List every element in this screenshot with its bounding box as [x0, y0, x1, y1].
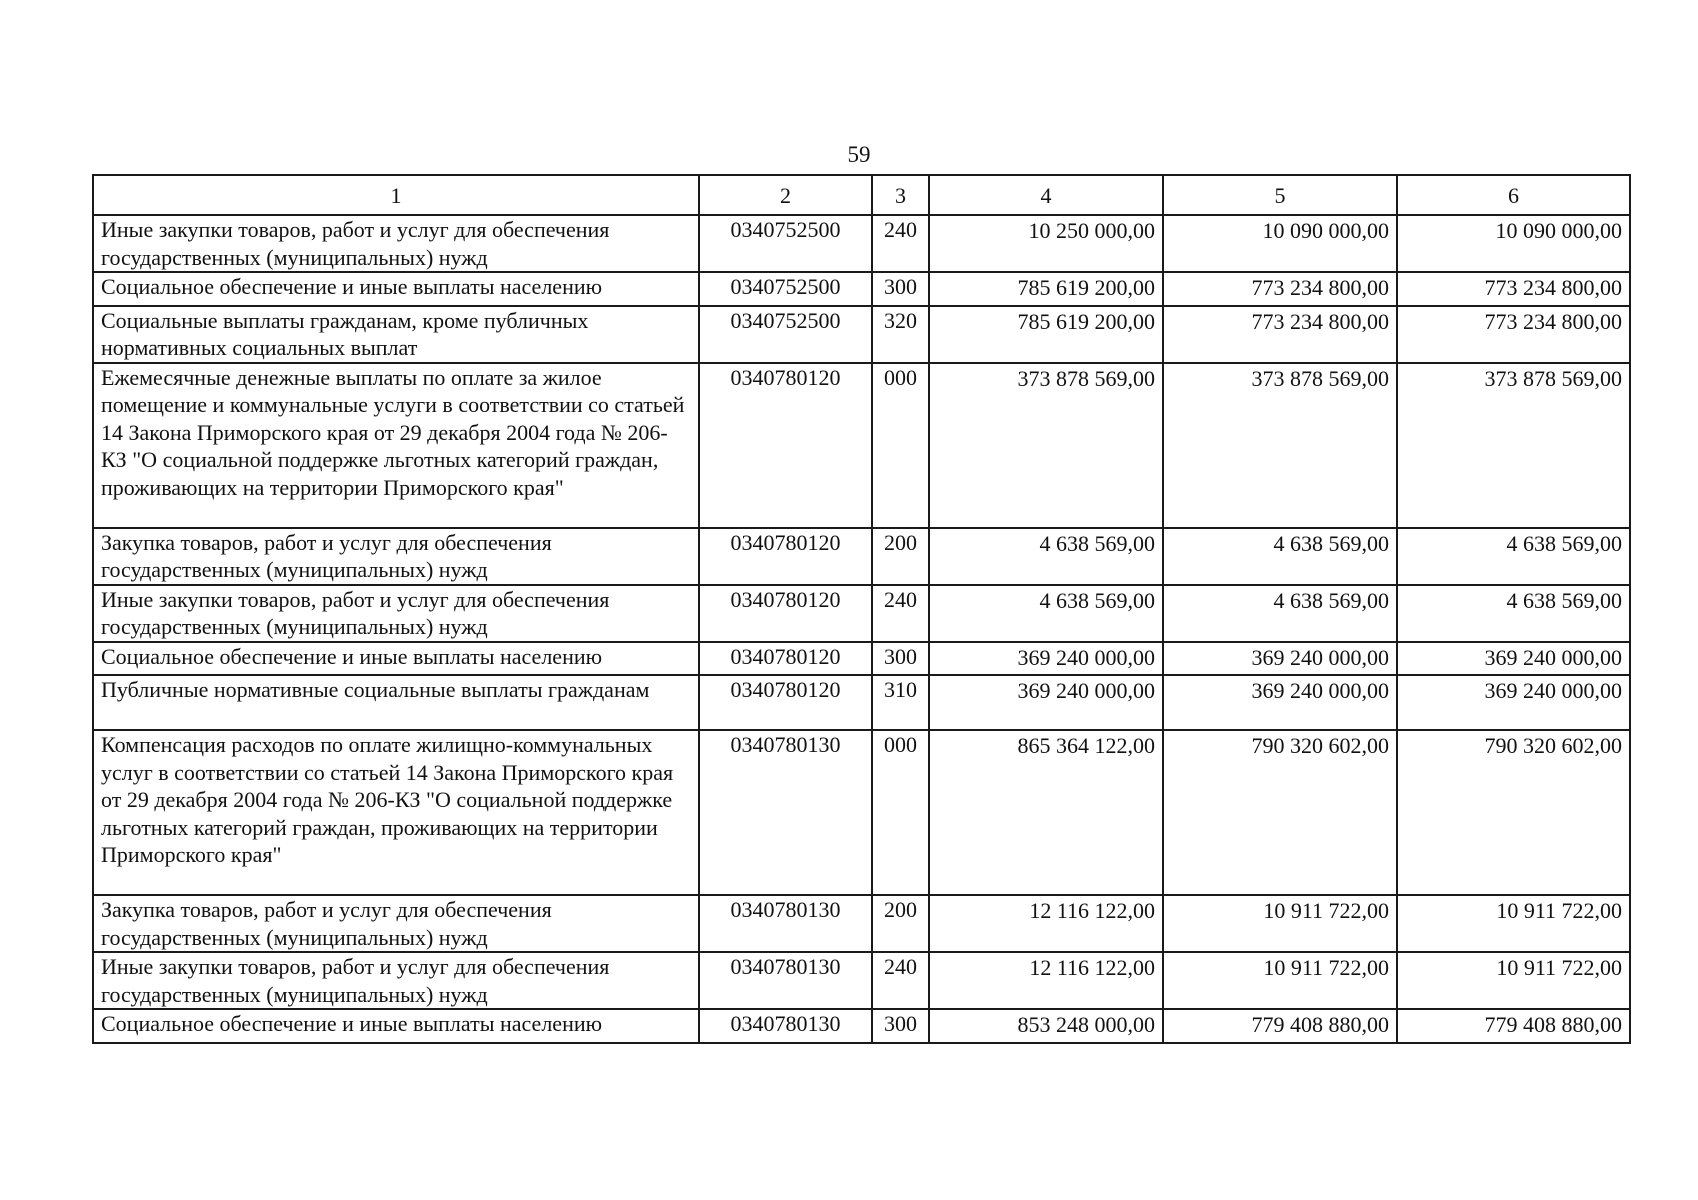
row-expense-type-cell: 240 [872, 215, 929, 272]
row-amount-col4-cell [929, 642, 1163, 676]
row-amount-col6-cell [1397, 272, 1630, 306]
row-target-code-cell: 0340780120 [699, 585, 872, 642]
table-row [93, 642, 1630, 676]
header-col-5: 5 [1163, 175, 1397, 215]
row-target-code-cell: 0340780130 [699, 895, 872, 952]
amount-value: 785 619 200,00 [1017, 275, 1155, 300]
amount-value: 369 240 000,00 [1251, 644, 1389, 670]
row-amount-col4-cell [929, 272, 1163, 306]
row-name-cell: Компенсация расходов по оплате жилищно-коммунальных услуг в соответствии со статьей 14 Закона Приморского края от 29 декабря 2004 года № 206-КЗ "О социальной поддержке льготных категорий граждан, проживающих на территории Приморского края" [93, 730, 699, 895]
row-expense-type-cell: 320 [872, 306, 929, 363]
row-name-cell: Социальное обеспечение и иные выплаты населению [93, 1009, 699, 1043]
header-col-6: 6 [1397, 175, 1630, 215]
row-target-code-cell: 0340780120 [699, 675, 872, 730]
row-name-cell: Иные закупки товаров, работ и услуг для обеспечения государственных (муниципальных) нужд [93, 952, 699, 1009]
row-amount-col6-cell [1397, 1009, 1630, 1043]
page-number: 59 [847, 142, 871, 167]
row-target-code-cell: 0340752500 [699, 272, 872, 306]
amount-value: 779 408 880,00 [1251, 1012, 1389, 1037]
row-amount-col4-cell [929, 730, 1163, 895]
amount-value: 10 090 000,00 [1262, 218, 1389, 243]
row-amount-col4-cell [929, 215, 1163, 272]
amount-value: 4 638 569,00 [1039, 587, 1155, 613]
row-expense-type-cell: 000 [872, 363, 929, 528]
budget-table [92, 174, 1631, 1044]
row-target-code-cell: 0340752500 [699, 306, 872, 363]
row-name-cell: Иные закупки товаров, работ и услуг для обеспечения государственных (муниципальных) нужд [93, 585, 699, 642]
row-name-cell: Закупка товаров, работ и услуг для обеспечения государственных (муниципальных) нужд [93, 895, 699, 952]
amount-value: 790 320 602,00 [1251, 733, 1389, 758]
table-row [93, 272, 1630, 306]
amount-value: 865 364 122,00 [1017, 733, 1155, 758]
row-expense-type-cell: 300 [872, 1009, 929, 1043]
row-amount-col5-cell [1163, 528, 1397, 585]
amount-value: 10 911 722,00 [1496, 955, 1622, 980]
header-row [93, 175, 1630, 215]
row-amount-col5-cell [1163, 215, 1397, 272]
row-amount-col6-cell [1397, 675, 1630, 730]
table-row [93, 675, 1630, 730]
row-amount-col6-cell [1397, 306, 1630, 363]
header-col-2: 2 [699, 175, 872, 215]
amount-value: 369 240 000,00 [1484, 678, 1622, 703]
row-expense-type-cell: 300 [872, 642, 929, 676]
amount-value: 773 234 800,00 [1484, 275, 1622, 300]
row-amount-col4-cell [929, 528, 1163, 585]
amount-value: 4 638 569,00 [1273, 587, 1389, 613]
amount-value: 4 638 569,00 [1506, 587, 1622, 613]
table-row [93, 895, 1630, 952]
row-amount-col5-cell [1163, 642, 1397, 676]
header-col-4: 4 [929, 175, 1163, 215]
amount-value: 790 320 602,00 [1484, 733, 1622, 758]
amount-value: 4 638 569,00 [1273, 530, 1389, 556]
row-expense-type-cell: 200 [872, 895, 929, 952]
row-amount-col4-cell [929, 1009, 1163, 1043]
amount-value: 10 911 722,00 [1263, 955, 1389, 980]
table-row [93, 952, 1630, 1009]
row-amount-col6-cell [1397, 730, 1630, 895]
row-name-cell: Социальные выплаты гражданам, кроме публичных нормативных социальных выплат [93, 306, 699, 363]
table-row [93, 730, 1630, 895]
row-target-code-cell: 0340780120 [699, 642, 872, 676]
amount-value: 773 234 800,00 [1251, 275, 1389, 300]
table-row [93, 585, 1630, 642]
row-amount-col5-cell [1163, 363, 1397, 528]
row-amount-col6-cell [1397, 363, 1630, 528]
row-amount-col4-cell [929, 952, 1163, 1009]
row-amount-col6-cell [1397, 642, 1630, 676]
amount-value: 10 911 722,00 [1496, 898, 1622, 923]
amount-value: 10 911 722,00 [1263, 898, 1389, 923]
row-amount-col5-cell [1163, 675, 1397, 730]
row-expense-type-cell: 300 [872, 272, 929, 306]
row-amount-col5-cell [1163, 272, 1397, 306]
row-amount-col4-cell [929, 585, 1163, 642]
amount-value: 369 240 000,00 [1017, 644, 1155, 670]
row-amount-col5-cell [1163, 730, 1397, 895]
table-row [93, 363, 1630, 528]
row-amount-col4-cell [929, 306, 1163, 363]
amount-value: 373 878 569,00 [1251, 365, 1389, 391]
row-expense-type-cell: 000 [872, 730, 929, 895]
row-target-code-cell: 0340780130 [699, 1009, 872, 1043]
row-amount-col4-cell [929, 363, 1163, 528]
row-target-code-cell: 0340780120 [699, 528, 872, 585]
row-expense-type-cell: 310 [872, 675, 929, 730]
table-row [93, 306, 1630, 363]
amount-value: 369 240 000,00 [1484, 644, 1622, 670]
row-amount-col5-cell [1163, 895, 1397, 952]
amount-value: 773 234 800,00 [1484, 308, 1622, 334]
row-name-cell: Закупка товаров, работ и услуг для обеспечения государственных (муниципальных) нужд [93, 528, 699, 585]
row-name-cell: Публичные нормативные социальные выплаты гражданам [93, 675, 699, 730]
amount-value: 10 090 000,00 [1495, 218, 1622, 243]
row-amount-col6-cell [1397, 952, 1630, 1009]
amount-value: 373 878 569,00 [1017, 365, 1155, 391]
amount-value: 4 638 569,00 [1039, 530, 1155, 556]
table-body [93, 215, 1630, 1043]
row-target-code-cell: 0340780130 [699, 952, 872, 1009]
header-col-1: 1 [93, 175, 699, 215]
row-name-cell: Иные закупки товаров, работ и услуг для обеспечения государственных (муниципальных) нужд [93, 215, 699, 272]
row-amount-col4-cell [929, 675, 1163, 730]
row-amount-col6-cell [1397, 585, 1630, 642]
row-target-code-cell: 0340780130 [699, 730, 872, 895]
row-name-cell: Социальное обеспечение и иные выплаты населению [93, 272, 699, 306]
row-name-cell: Ежемесячные денежные выплаты по оплате за жилое помещение и коммунальные услуги в соответствии со статьей 14 Закона Приморского края от 29 декабря 2004 года № 206-КЗ "О социальной поддержке льготных категорий граждан, проживающих на территории Приморского края" [93, 363, 699, 528]
amount-value: 773 234 800,00 [1251, 308, 1389, 334]
row-amount-col6-cell [1397, 528, 1630, 585]
row-expense-type-cell: 240 [872, 585, 929, 642]
table-row [93, 528, 1630, 585]
amount-value: 10 250 000,00 [1028, 218, 1155, 243]
row-expense-type-cell: 240 [872, 952, 929, 1009]
row-amount-col6-cell [1397, 215, 1630, 272]
row-amount-col5-cell [1163, 952, 1397, 1009]
amount-value: 779 408 880,00 [1484, 1012, 1622, 1037]
amount-value: 369 240 000,00 [1251, 678, 1389, 703]
header-col-3: 3 [872, 175, 929, 215]
row-amount-col5-cell [1163, 585, 1397, 642]
row-target-code-cell: 0340752500 [699, 215, 872, 272]
amount-value: 785 619 200,00 [1017, 308, 1155, 334]
row-amount-col4-cell [929, 895, 1163, 952]
row-amount-col5-cell [1163, 1009, 1397, 1043]
row-name-cell: Социальное обеспечение и иные выплаты населению [93, 642, 699, 676]
row-amount-col5-cell [1163, 306, 1397, 363]
amount-value: 12 116 122,00 [1029, 898, 1155, 923]
table-header [93, 175, 1630, 215]
amount-value: 4 638 569,00 [1506, 530, 1622, 556]
amount-value: 373 878 569,00 [1484, 365, 1622, 391]
amount-value: 853 248 000,00 [1017, 1012, 1155, 1037]
amount-value: 12 116 122,00 [1029, 955, 1155, 980]
row-target-code-cell: 0340780120 [699, 363, 872, 528]
table-row [93, 215, 1630, 272]
amount-value: 369 240 000,00 [1017, 678, 1155, 703]
row-expense-type-cell: 200 [872, 528, 929, 585]
row-amount-col6-cell [1397, 895, 1630, 952]
table-row [93, 1009, 1630, 1043]
